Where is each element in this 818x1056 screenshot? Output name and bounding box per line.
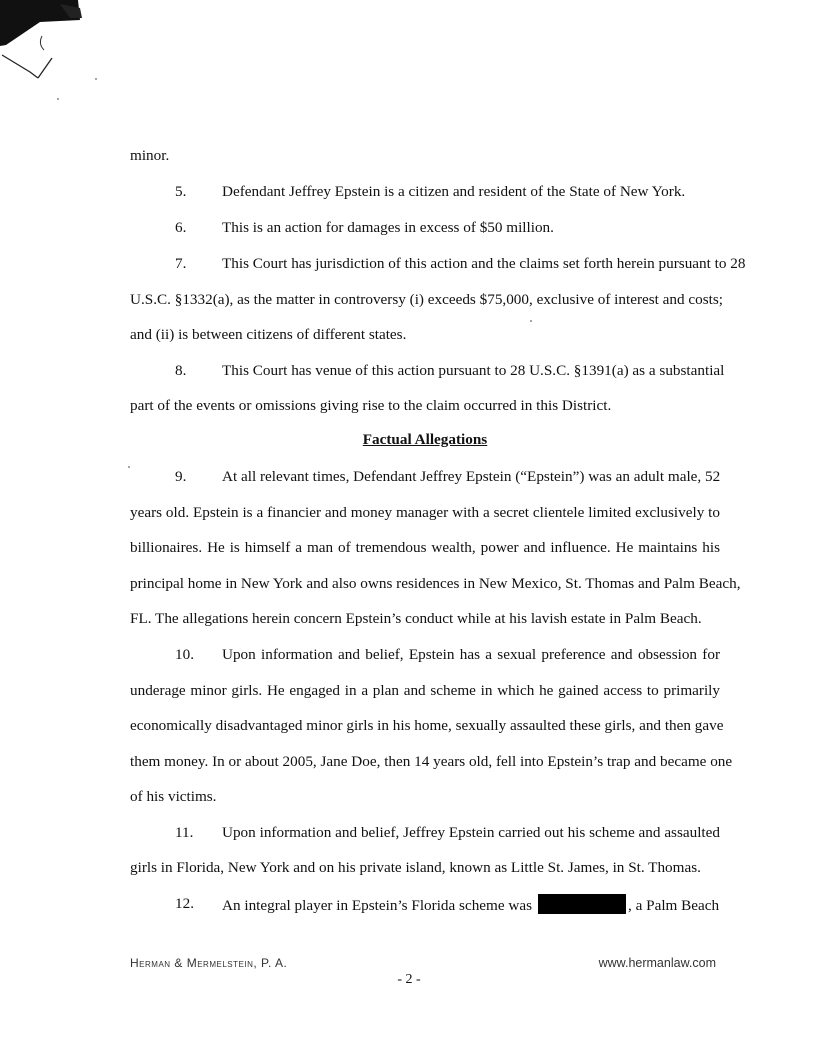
body-line: girls in Florida, New York and on his private island, known as Little St. James, in St. Thomas. [130, 859, 701, 876]
body-line: years old. Epstein is a financier and money manager with a secret clientele limited exclusively to [130, 504, 720, 521]
redaction-box [538, 894, 626, 914]
paragraph-number: 7. [175, 255, 187, 272]
scan-artifact-corner [0, 0, 110, 100]
paragraph-number: 12. [175, 895, 194, 912]
body-line: billionaires. He is himself a man of tremendous wealth, power and influence. He maintains his [130, 539, 720, 556]
paragraph-number: 5. [175, 183, 187, 200]
body-line: minor. [130, 147, 170, 164]
paragraph-text: Defendant Jeffrey Epstein is a citizen and resident of the State of New York. [222, 183, 686, 200]
paragraph-number: 8. [175, 362, 187, 379]
scan-speck [128, 466, 130, 468]
footer-firm-name: Herman & Mermelstein, P. A. [130, 956, 288, 970]
body-line: them money. In or about 2005, Jane Doe, then 14 years old, fell into Epstein’s trap and became one [130, 753, 733, 770]
paragraph-number: 6. [175, 219, 187, 236]
section-heading: Factual Allegations [362, 431, 488, 448]
paragraph-text: At all relevant times, Defendant Jeffrey Epstein (“Epstein”) was an adult male, 52 [222, 468, 721, 485]
body-line: economically disadvantaged minor girls in his home, sexually assaulted these girls, and then gave [130, 717, 724, 734]
body-line: U.S.C. §1332(a), as the matter in controversy (i) exceeds $75,000, exclusive of interest and costs; [130, 291, 724, 308]
paragraph-number: 11. [175, 824, 194, 841]
scan-speck [530, 320, 532, 322]
scan-speck [95, 78, 97, 80]
body-line: part of the events or omissions giving rise to the claim occurred in this District. [130, 397, 612, 414]
body-line: and (ii) is between citizens of different states. [130, 326, 407, 343]
paragraph-text: This Court has jurisdiction of this action and the claims set forth herein pursuant to 28 [222, 255, 746, 272]
paragraph-number: 9. [175, 468, 187, 485]
paragraph-text-part: , a Palm Beach [628, 897, 720, 914]
body-line: underage minor girls. He engaged in a plan and scheme in which he gained access to primarily [130, 682, 720, 699]
paragraph-text [222, 894, 720, 916]
paragraph-text: Upon information and belief, Jeffrey Epstein carried out his scheme and assaulted [222, 824, 720, 841]
paragraph-text: This is an action for damages in excess of $50 million. [222, 219, 554, 236]
paragraph-text: Upon information and belief, Epstein has a sexual preference and obsession for [222, 646, 720, 663]
paragraph-text: This Court has venue of this action pursuant to 28 U.S.C. §1391(a) as a substantial [222, 362, 725, 379]
body-line: of his victims. [130, 788, 217, 805]
paragraph-number: 10. [175, 646, 194, 663]
paragraph-text-part: An integral player in Epstein’s Florida scheme was [222, 897, 533, 914]
body-line: principal home in New York and also owns residences in New Mexico, St. Thomas and Palm Beach, [130, 575, 741, 592]
body-line: FL. The allegations herein concern Epstein’s conduct while at his lavish estate in Palm Beach. [130, 610, 702, 627]
footer-website: www.hermanlaw.com [598, 956, 716, 970]
page-number: - 2 - [397, 972, 421, 987]
scan-speck [57, 98, 59, 100]
